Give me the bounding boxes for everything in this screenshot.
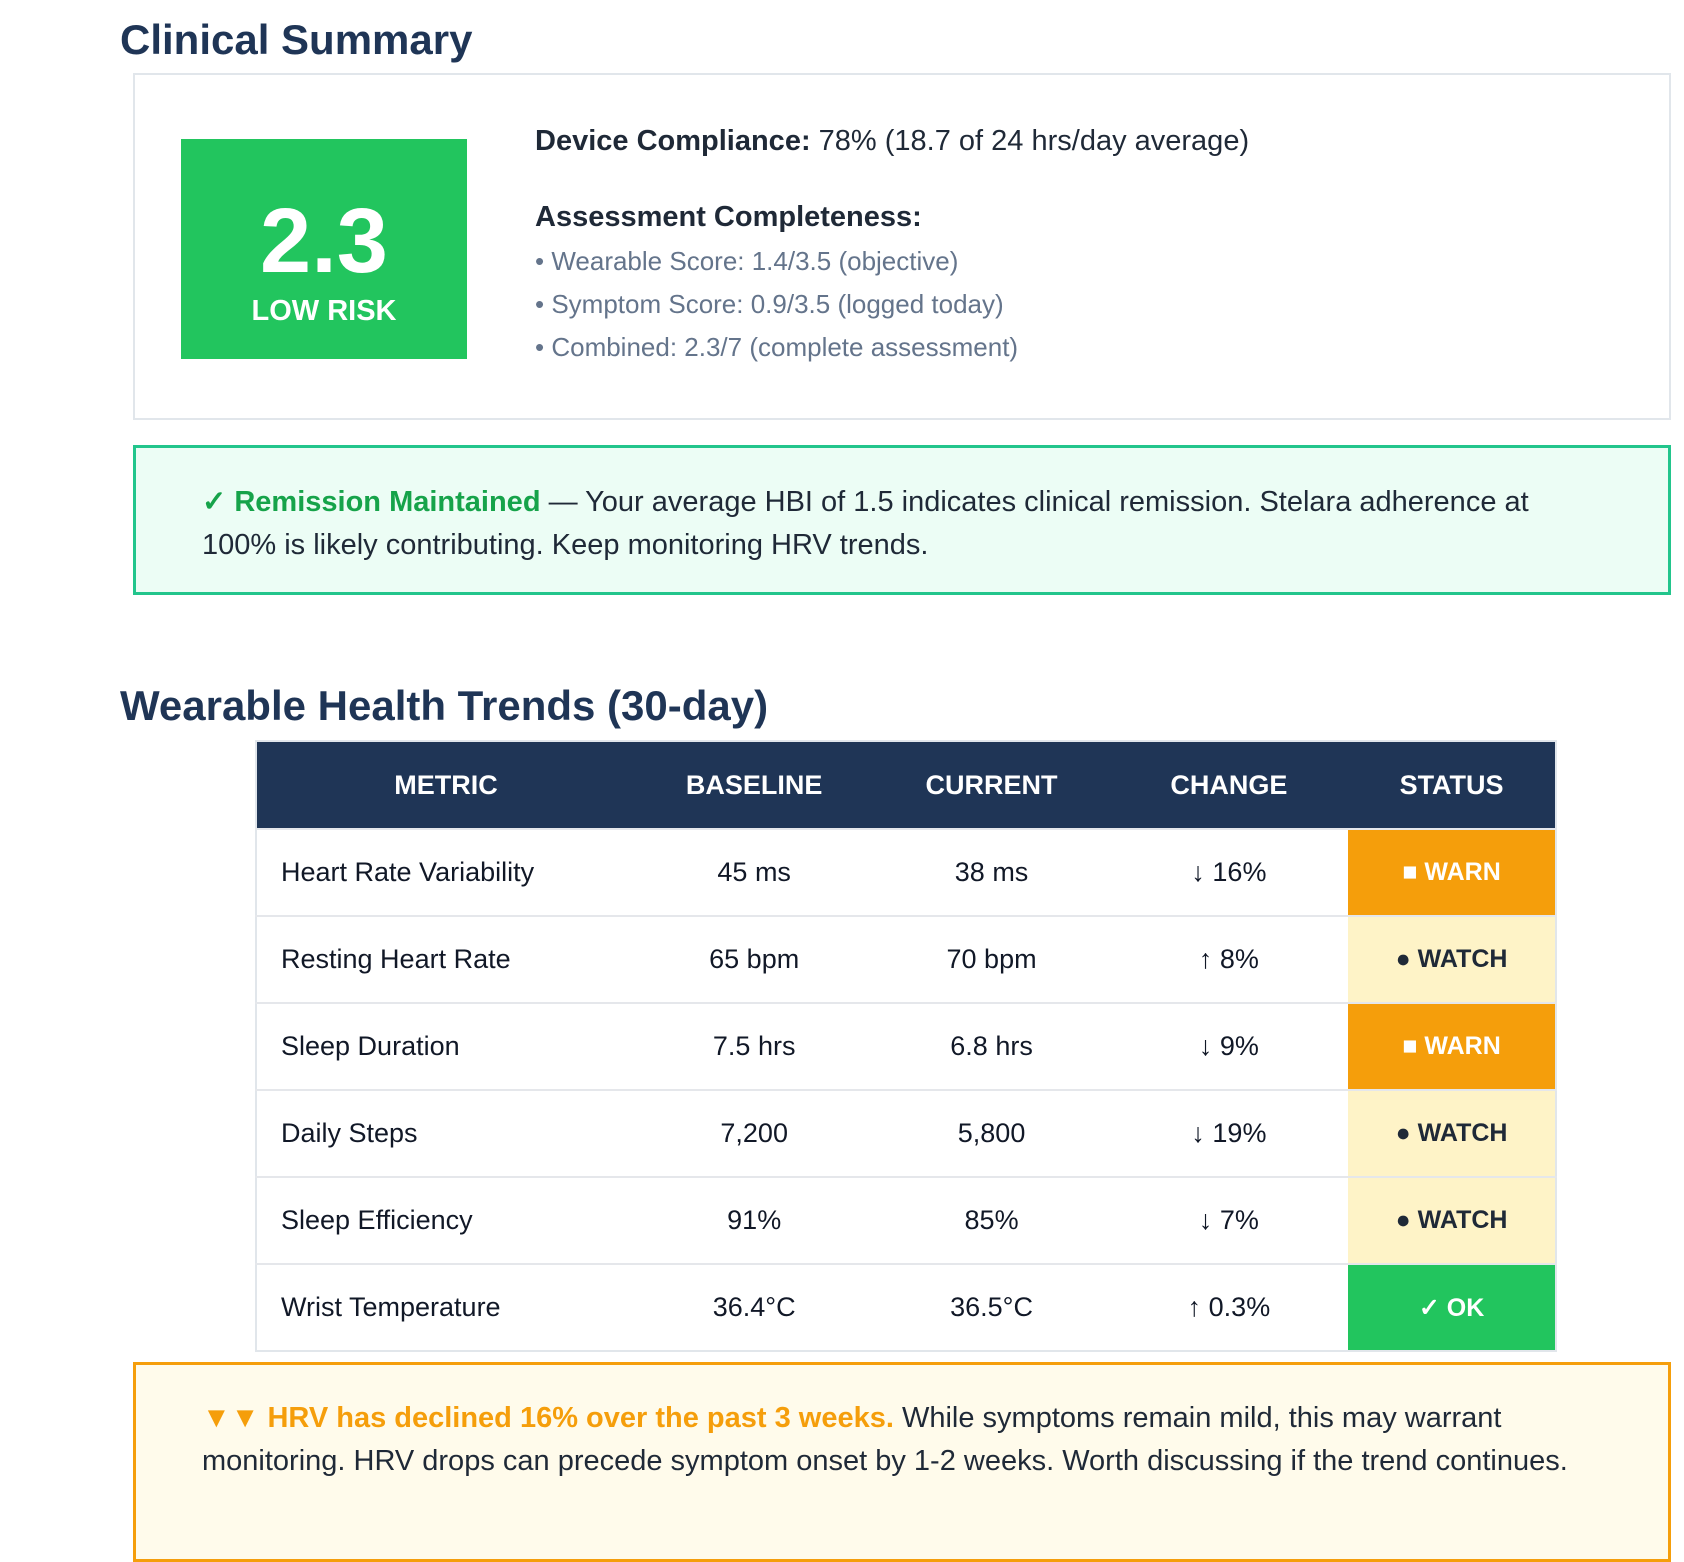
assessment-item: • Combined: 2.3/7 (complete assessment) — [535, 331, 1019, 362]
metric-cell: Heart Rate Variability — [256, 829, 635, 916]
table-row — [256, 829, 1556, 916]
remission-callout — [133, 445, 1671, 595]
risk-score-box — [181, 139, 467, 359]
change-cell: ↓ 7% — [1110, 1177, 1348, 1264]
metric-cell: Resting Heart Rate — [256, 916, 635, 1003]
clinical-summary-card — [133, 73, 1671, 420]
device-compliance — [535, 123, 1635, 161]
header-baseline: BASELINE — [635, 741, 873, 829]
device-compliance-value: 78% (18.7 of 24 hrs/day average) — [818, 125, 1250, 157]
change-cell: ↓ 9% — [1110, 1003, 1348, 1090]
device-compliance-label: Device Compliance: — [535, 125, 811, 157]
current-cell: 38 ms — [873, 829, 1109, 916]
metric-cell: Wrist Temperature — [256, 1264, 635, 1351]
change-cell: ↑ 8% — [1110, 916, 1348, 1003]
baseline-cell: 91% — [635, 1177, 873, 1264]
metric-cell: Daily Steps — [256, 1090, 635, 1177]
remission-text: — Your average HBI of 1.5 indicates clinical remission. Stelara adherence at 100% is likely contributing. Keep monitoring HRV trends. — [202, 486, 1529, 561]
header-metric: METRIC — [256, 741, 635, 829]
status-badge: ■ WARN — [1348, 1003, 1556, 1090]
change-cell: ↑ 0.3% — [1110, 1264, 1348, 1351]
status-badge: ■ WARN — [1348, 829, 1556, 916]
clinical-summary-title: Clinical Summary — [120, 16, 473, 63]
table-header-row — [256, 741, 1556, 829]
header-status: STATUS — [1348, 741, 1556, 829]
change-cell: ↓ 16% — [1110, 829, 1348, 916]
hrv-alert-callout — [133, 1362, 1671, 1562]
baseline-cell: 7,200 — [635, 1090, 873, 1177]
baseline-cell: 7.5 hrs — [635, 1003, 873, 1090]
baseline-cell: 36.4°C — [635, 1264, 873, 1351]
current-cell: 70 bpm — [873, 916, 1109, 1003]
baseline-cell: 45 ms — [635, 829, 873, 916]
status-badge: ✓ OK — [1348, 1264, 1556, 1351]
hrv-alert-headline: ▼▼ HRV has declined 16% over the past 3 weeks. — [202, 1402, 894, 1434]
remission-headline: ✓ Remission Maintained — [202, 486, 541, 518]
assessment-item: • Wearable Score: 1.4/3.5 (objective) — [535, 245, 959, 276]
table-row — [256, 1177, 1556, 1264]
status-badge: ● WATCH — [1348, 1090, 1556, 1177]
table-row — [256, 1003, 1556, 1090]
current-cell: 36.5°C — [873, 1264, 1109, 1351]
table-row — [256, 1090, 1556, 1177]
assessment-title: Assessment Completeness: — [535, 200, 922, 233]
hrv-alert-text: While symptoms remain mild, this may warrant monitoring. HRV drops can precede symptom onset by 1-2 weeks. Worth discussing if the trend continues. — [202, 1402, 1568, 1477]
assessment-item: • Symptom Score: 0.9/3.5 (logged today) — [535, 288, 1004, 319]
table-row — [256, 916, 1556, 1003]
current-cell: 85% — [873, 1177, 1109, 1264]
header-change: CHANGE — [1110, 741, 1348, 829]
wearable-trends-table — [255, 740, 1557, 1352]
change-cell: ↓ 19% — [1110, 1090, 1348, 1177]
baseline-cell: 65 bpm — [635, 916, 873, 1003]
table-row — [256, 1264, 1556, 1351]
summary-info — [535, 123, 1635, 369]
status-badge: ● WATCH — [1348, 1177, 1556, 1264]
risk-score-label: LOW RISK — [251, 295, 397, 327]
current-cell: 6.8 hrs — [873, 1003, 1109, 1090]
header-current: CURRENT — [873, 741, 1109, 829]
metric-cell: Sleep Duration — [256, 1003, 635, 1090]
metric-cell: Sleep Efficiency — [256, 1177, 635, 1264]
current-cell: 5,800 — [873, 1090, 1109, 1177]
status-badge: ● WATCH — [1348, 916, 1556, 1003]
wearable-trends-title: Wearable Health Trends (30-day) — [120, 682, 769, 729]
risk-score-value: 2.3 — [260, 190, 388, 292]
